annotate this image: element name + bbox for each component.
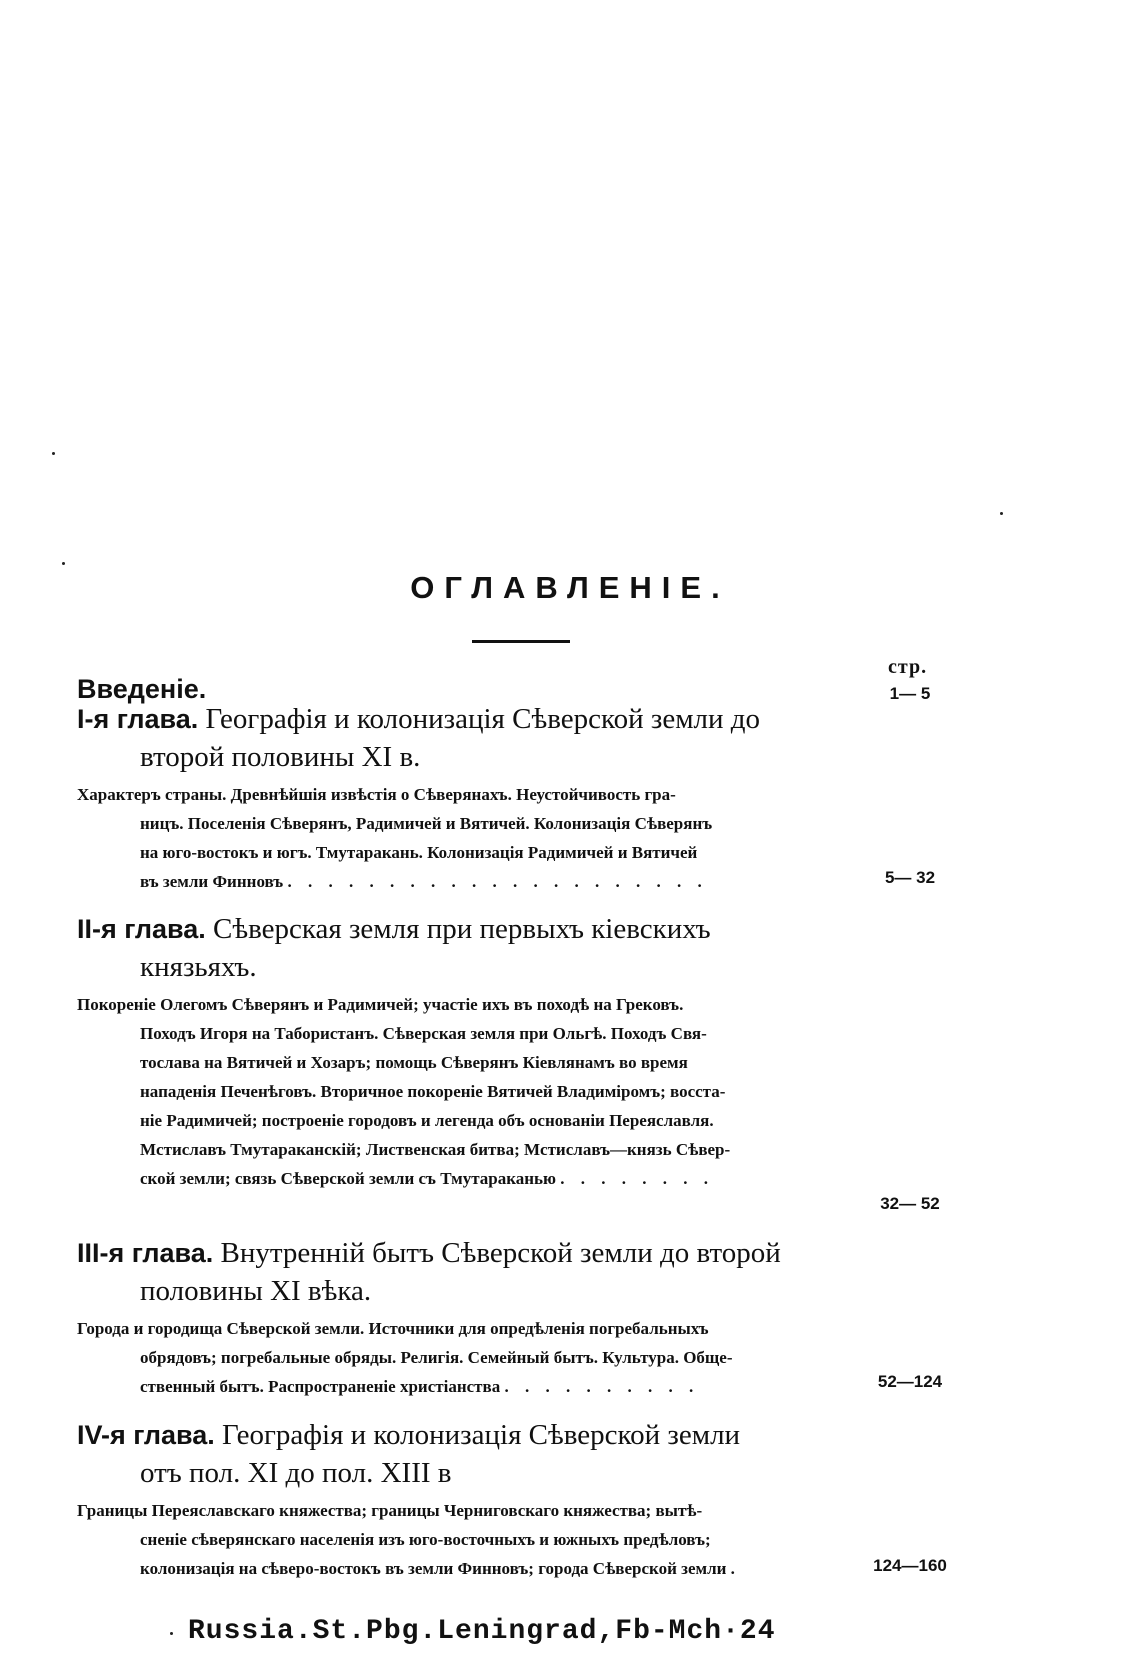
summary-line: обрядовъ; погребальные обряды. Религія. Семейный бытъ. Культура. Обще- bbox=[140, 1348, 733, 1367]
chapter-2-title-line1: Сѣверская земля при первыхъ кіевскихъ bbox=[213, 913, 711, 945]
leader-dots: . bbox=[730, 1559, 741, 1578]
chapter-3-title-line1: Внутренній бытъ Сѣверской земли до второй bbox=[220, 1237, 781, 1269]
summary-line: Города и городища Сѣверской земли. Источники для опредѣленія погребальныхъ bbox=[77, 1319, 709, 1338]
summary-line: Походъ Игоря на Табористанъ. Сѣверская земля при Ольгѣ. Походъ Свя- bbox=[140, 1024, 707, 1043]
scan-speck bbox=[170, 1632, 173, 1635]
summary-line: Мстиславъ Тмутараканскій; Лиственская битва; Мстиславъ—князь Сѣвер- bbox=[140, 1140, 731, 1159]
chapter-4-summary bbox=[77, 1496, 857, 1583]
chapter-1-summary bbox=[77, 780, 857, 896]
chapter-1 bbox=[77, 700, 857, 896]
intro-pages: 1— 5 bbox=[889, 684, 931, 703]
chapter-2-pages: 32— 52 bbox=[880, 1194, 940, 1213]
summary-line: Покореніе Олегомъ Сѣверянъ и Радимичей; участіе ихъ въ походѣ на Грековъ. bbox=[77, 995, 684, 1014]
summary-line: въ земли Финновъ bbox=[140, 872, 284, 891]
chapter-4 bbox=[77, 1416, 857, 1583]
chapter-3 bbox=[77, 1234, 857, 1401]
leader-dots: . . . . . . . . . . bbox=[504, 1377, 700, 1396]
summary-line: ской земли; связь Сѣверской земли съ Тмутараканью bbox=[140, 1169, 557, 1188]
chapter-4-number: IV-я глава. bbox=[77, 1420, 215, 1450]
summary-line: ніе Радимичей; построеніе городовъ и легенда объ основаніи Переяславля. bbox=[140, 1111, 714, 1130]
page-title: ОГЛАВЛЕНІЕ. bbox=[410, 570, 730, 605]
summary-line: тослава на Вятичей и Хозаръ; помощь Сѣверянъ Кіевлянамъ во время bbox=[140, 1053, 688, 1072]
chapter-1-title-line1: Географія и колонизація Сѣверской земли до bbox=[205, 703, 761, 735]
leader-dots: . . . . . . . . bbox=[560, 1169, 715, 1188]
chapter-2 bbox=[77, 910, 857, 1193]
summary-line: Характеръ страны. Древнѣйшія извѣстія о Сѣверянахъ. Неустойчивость гра- bbox=[77, 785, 676, 804]
pages-column-header: стр. bbox=[888, 656, 928, 678]
chapter-4-pages: 124—160 bbox=[873, 1556, 947, 1575]
chapter-2-summary bbox=[77, 990, 857, 1193]
chapter-3-summary bbox=[77, 1314, 857, 1401]
leader-dots: . . . . . . . . . . . . . . . . . . . . . bbox=[287, 872, 708, 891]
library-stamp: Russia.St.Pbg.Leningrad,Fb-Mch·24 bbox=[188, 1616, 776, 1647]
chapter-3-number: III-я глава. bbox=[77, 1238, 214, 1268]
chapter-4-title-line1: Географія и колонизація Сѣверской земли bbox=[222, 1419, 741, 1451]
chapter-1-heading bbox=[77, 700, 857, 776]
chapter-1-pages: 5— 32 bbox=[884, 868, 936, 887]
chapter-1-title-line2: второй половины XI в. bbox=[140, 741, 421, 773]
title-rule bbox=[472, 640, 570, 643]
chapter-3-heading bbox=[77, 1234, 857, 1310]
chapter-2-title-line2: князьяхъ. bbox=[140, 951, 257, 983]
scan-speck bbox=[62, 562, 65, 565]
chapter-4-title-line2: отъ пол. XI до пол. XIII в bbox=[140, 1457, 452, 1489]
scan-speck bbox=[1000, 512, 1003, 515]
scan-speck bbox=[52, 452, 55, 455]
summary-line: ственный бытъ. Распространеніе христіанства bbox=[140, 1377, 501, 1396]
chapter-3-title-line2: половины XI вѣка. bbox=[140, 1275, 372, 1307]
summary-line: Границы Переяславскаго княжества; границы Черниговскаго княжества; вытѣ- bbox=[77, 1501, 703, 1520]
summary-line: нападенія Печенѣговъ. Вторичное покореніе Вятичей Владиміромъ; восста- bbox=[140, 1082, 726, 1101]
chapter-1-number: I-я глава. bbox=[77, 704, 199, 734]
chapter-2-heading bbox=[77, 910, 857, 986]
summary-line: на юго-востокъ и югъ. Тмутаракань. Колонизація Радимичей и Вятичей bbox=[140, 843, 698, 862]
summary-line: ницъ. Поселенія Сѣверянъ, Радимичей и Вятичей. Колонизація Сѣверянъ bbox=[140, 814, 713, 833]
summary-line: колонизація на сѣверо-востокъ въ земли Финновъ; города Сѣверской земли bbox=[140, 1559, 727, 1578]
intro-label: Введеніе. bbox=[77, 674, 207, 704]
chapter-4-heading bbox=[77, 1416, 857, 1492]
summary-line: сненіе сѣверянскаго населенія изъ юго-восточныхъ и южныхъ предѣловъ; bbox=[140, 1530, 711, 1549]
chapter-2-number: II-я глава. bbox=[77, 914, 206, 944]
chapter-3-pages: 52—124 bbox=[877, 1372, 943, 1391]
